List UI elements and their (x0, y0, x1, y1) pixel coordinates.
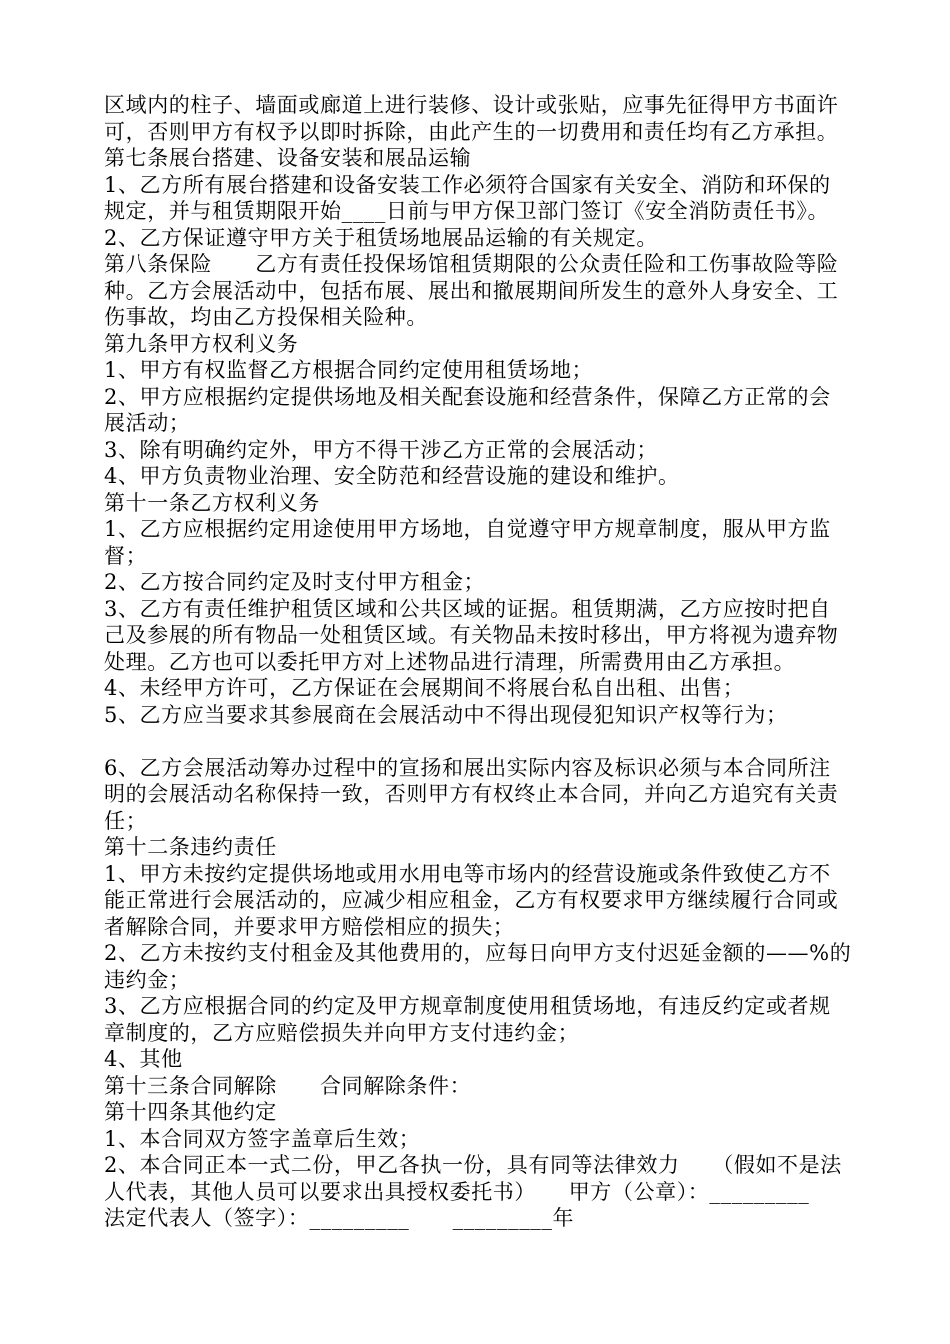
paragraph-text: 4、甲方负责物业治理、安全防范和经营设施的建设和维护。 (104, 464, 680, 488)
paragraph-text: 1、乙方应根据约定用途使用甲方场地，自觉遵守甲方规章制度，服从甲方监督； (104, 517, 831, 568)
paragraph-text: 4、未经甲方许可，乙方保证在会展期间不将展台私自出租、出售； (104, 676, 745, 700)
paragraph-text: 5、乙方应当要求其参展商在会展活动中不得出现侵犯知识产权等行为； (104, 702, 788, 727)
section-heading: 第十一条乙方权利义务 (104, 490, 320, 515)
section-heading: 第十三条合同解除 合同解除条件： (104, 1073, 472, 1098)
paragraph-text: 2、乙方保证遵守甲方关于租赁场地展品运输的有关规定。 (104, 225, 658, 250)
signature-paragraph: 2、本合同正本一式二份，甲乙各执一份，具有同等法律效力 （假如不是法人代表，其他人员可以要求出具授权委托书） 甲方（公章）：_________ 法定代表人（签字）：_________ _________年 (104, 1153, 853, 1230)
paragraph-text: 区域内的柱子、墙面或廊道上进行装修、设计或张贴，应事先征得甲方书面许可，否则甲方有权予以即时拆除，由此产生的一切费用和责任均有乙方承担。 (104, 93, 839, 144)
paragraph-text: 6、乙方会展活动筹办过程中的宣扬和展出实际内容及标识必须与本合同所注明的会展活动名称保持一致，否则甲方有权终止本合同，并向乙方追究有关责任； (104, 755, 839, 833)
paragraph-text: 3、乙方有责任维护租赁区域和公共区域的证据。租赁期满，乙方应按时把自己及参展的所有物品一处租赁区域。有关物品未按时移出，甲方将视为遗弃物处理。乙方也可以委托甲方对上述物品进行清理，所需费用由乙方承担。 (104, 596, 839, 674)
paragraph-text: 3、乙方应根据合同的约定及甲方规章制度使用租赁场地，有违反约定或者规章制度的，乙方应赔偿损失并向甲方支付违约金； (104, 994, 831, 1045)
paragraph-text: 1、甲方未按约定提供场地或用水用电等市场内的经营设施或条件致使乙方不能正常进行会展活动的，应减少相应租金，乙方有权要求甲方继续履行合同或者解除合同，并要求甲方赔偿相应的损失； (104, 861, 839, 939)
paragraph-text: 1、乙方所有展台搭建和设备安装工作必须符合国家有关安全、消防和环保的规定，并与租赁期限开始____日前与甲方保卫部门签订《安全消防责任书》。 (104, 172, 831, 223)
paragraph-text: 1、本合同双方签字盖章后生效； (104, 1126, 421, 1151)
paragraph-text: 2、乙方按合同约定及时支付甲方租金； (104, 570, 486, 594)
paragraph-text: 4、其他 (104, 1047, 183, 1071)
contract-text (104, 92, 852, 1232)
section-heading: 第九条甲方权利义务 (104, 331, 299, 356)
section-heading: 第八条保险 乙方有责任投保场馆租赁期限的公众责任险和工伤事故险等险种。乙方会展活动中，包括布展、展出和撤展期间所发生的意外人身安全、工伤事故，均由乙方投保相关险种。 (104, 252, 839, 329)
paragraph-text: 3、除有明确约定外，甲方不得干涉乙方正常的会展活动； (104, 437, 658, 462)
paragraph-text: 1、甲方有权监督乙方根据合同约定使用租赁场地； (104, 358, 594, 382)
section-heading: 第十二条违约责任 (104, 835, 277, 859)
paragraph-text: 2、甲方应根据约定提供场地及相关配套设施和经营条件，保障乙方正常的会展活动； (104, 384, 831, 435)
paragraph-text: 2、乙方未按约支付租金及其他费用的，应每日向甲方支付迟延金额的——%的违约金； (104, 941, 852, 992)
section-heading: 第十四条其他约定 (104, 1100, 277, 1124)
blank-line (104, 728, 852, 755)
section-heading: 第七条展台搭建、设备安装和展品运输 (104, 146, 472, 170)
